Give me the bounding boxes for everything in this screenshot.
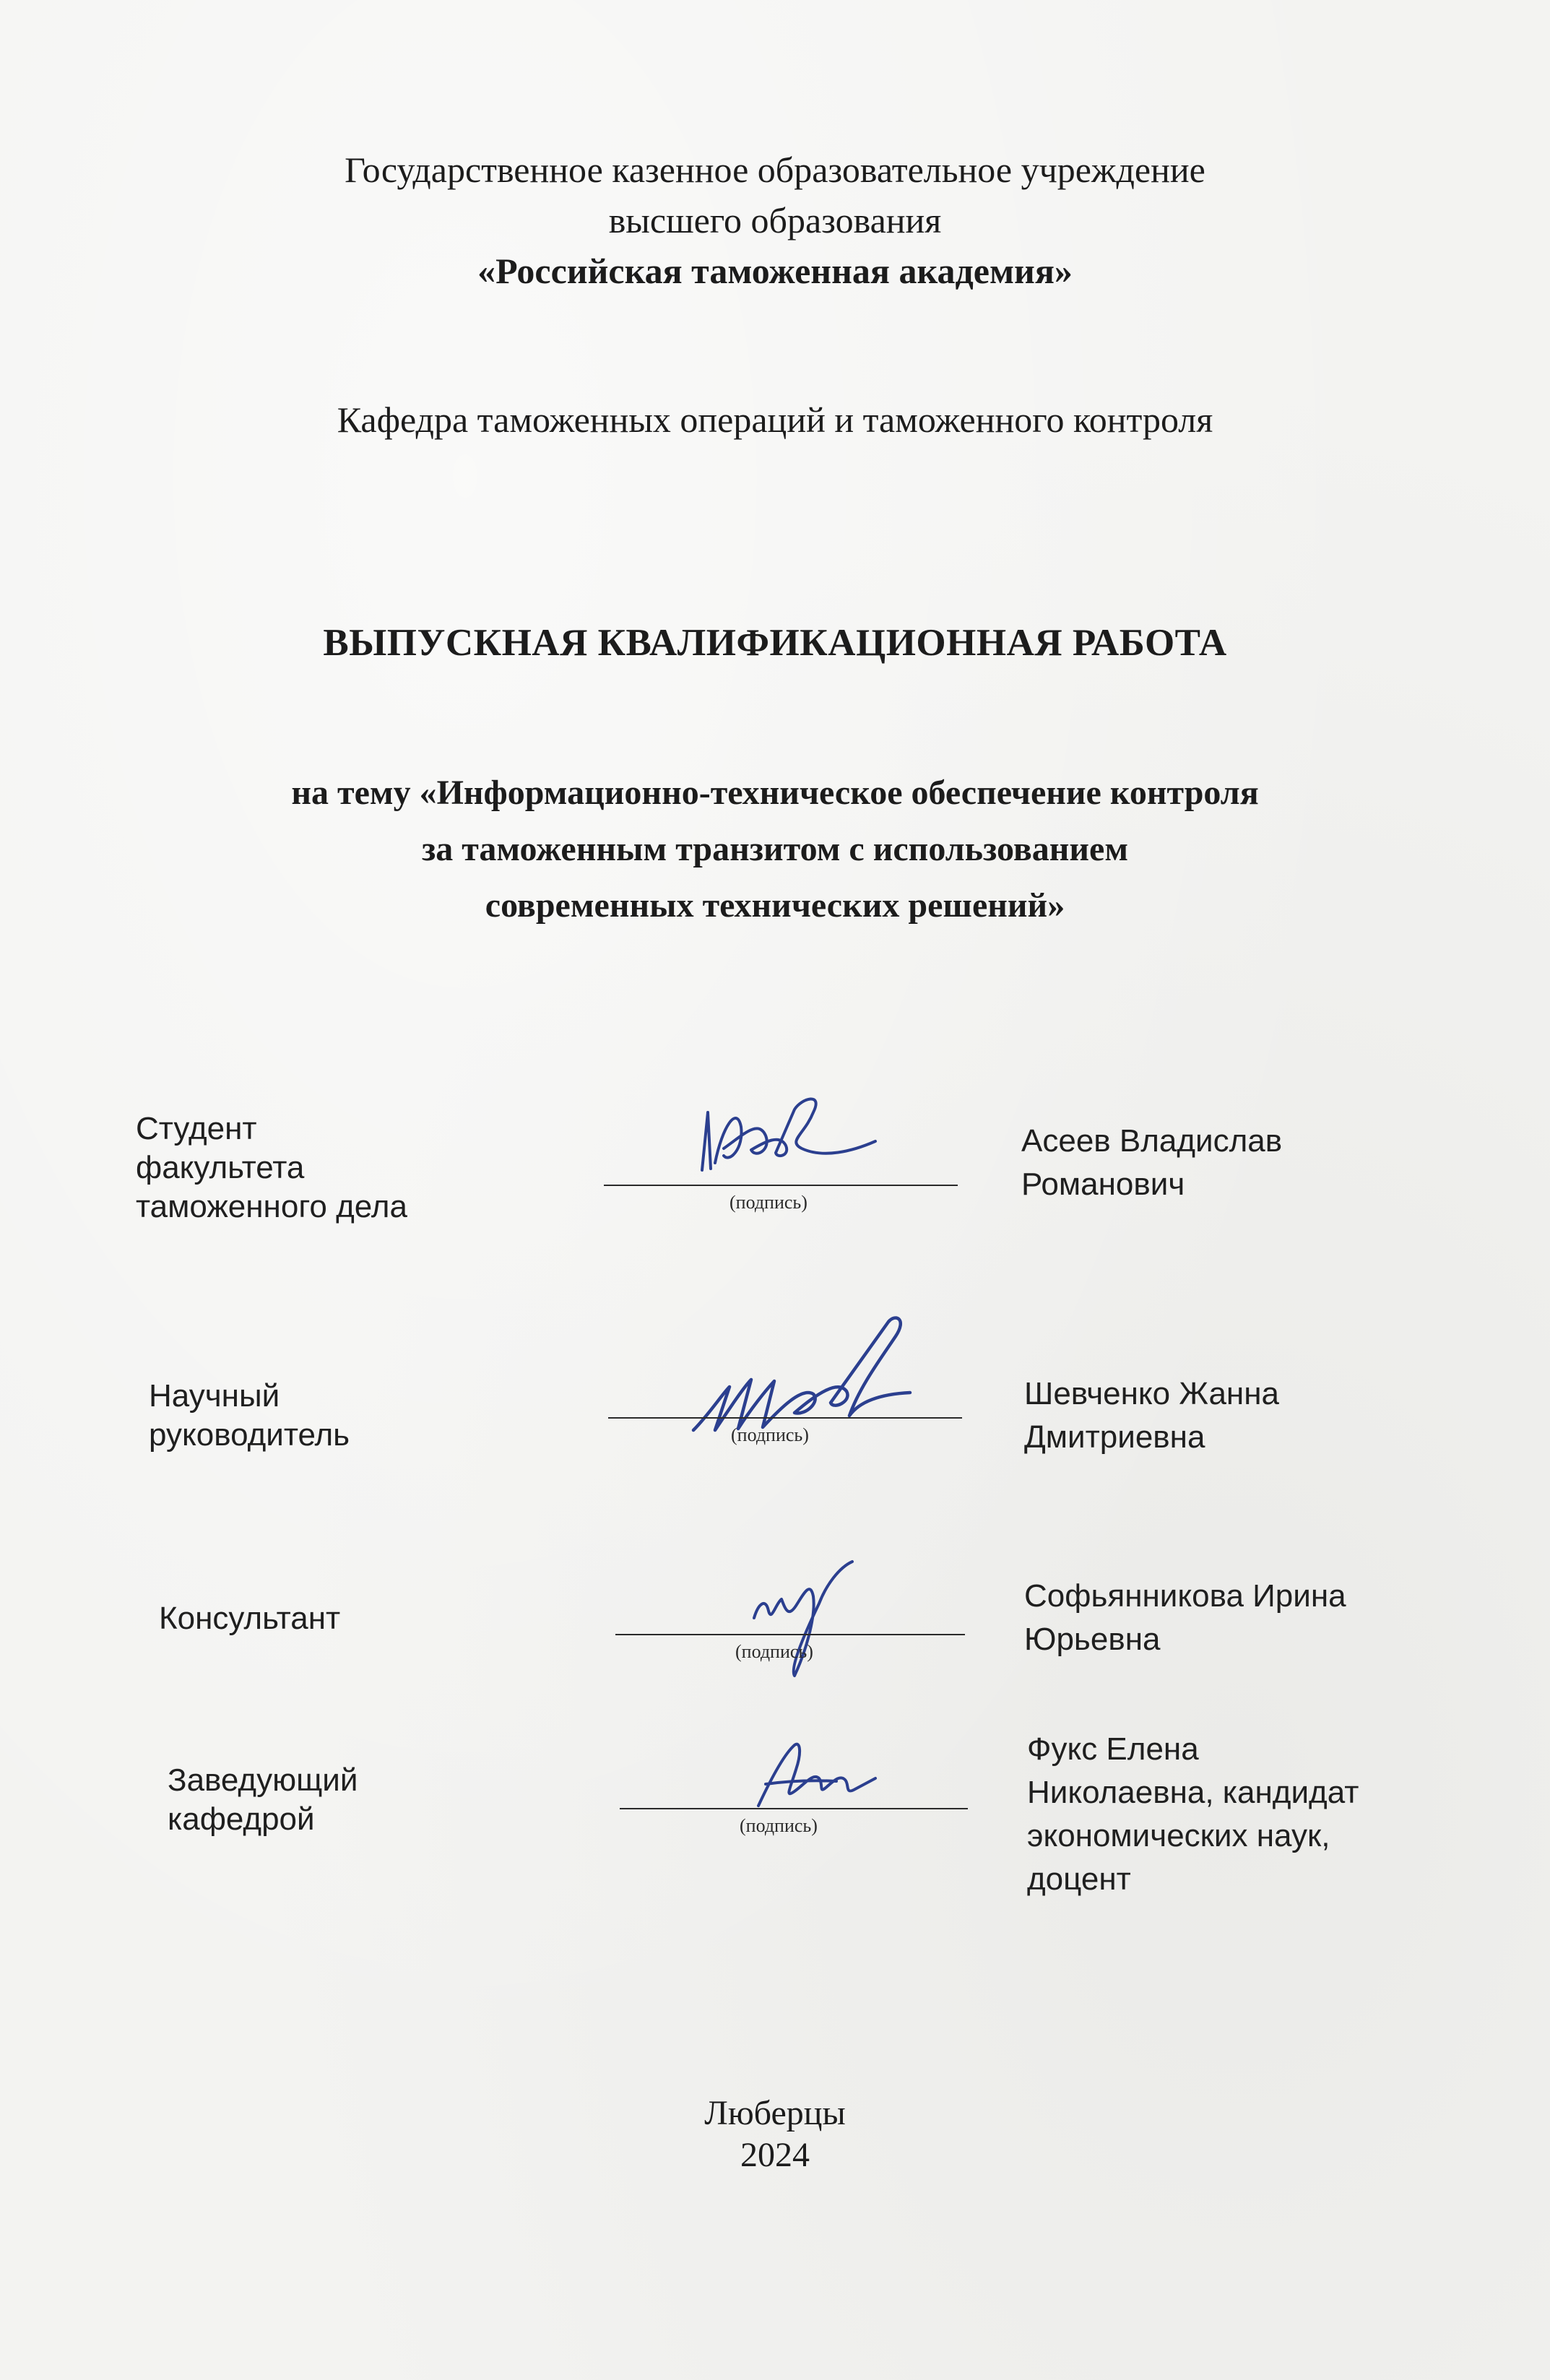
- name-line: Асеев Владислав: [1021, 1123, 1283, 1159]
- role-line: Студент: [136, 1111, 257, 1146]
- head-signature-line: [620, 1808, 968, 1809]
- consultant-signature-caption: (подпись): [735, 1641, 813, 1662]
- name-line: экономических наук,: [1027, 1818, 1330, 1853]
- role-line: таможенного дела: [136, 1189, 407, 1224]
- name-line: Фукс Елена: [1027, 1731, 1199, 1767]
- student-signature-caption: (подпись): [729, 1192, 808, 1213]
- name-line: Дмитриевна: [1024, 1419, 1205, 1455]
- supervisor-signature-line: [608, 1417, 962, 1419]
- signatory-name-head: [1027, 1728, 1359, 1901]
- name-line: Романович: [1021, 1167, 1185, 1202]
- head-signature-caption: (подпись): [740, 1815, 818, 1836]
- signatory-name-consultant: [1024, 1575, 1346, 1661]
- role-line: кафедрой: [168, 1801, 315, 1837]
- footer-year: 2024: [740, 2136, 810, 2174]
- role-line: факультета: [136, 1150, 305, 1185]
- role-line: Консультант: [159, 1601, 341, 1636]
- signatory-role-student: [136, 1109, 407, 1226]
- footer-city: Люберцы: [704, 2094, 846, 2132]
- topic-line-3: современных технических решений»: [485, 886, 1065, 925]
- student-signature-line: [604, 1185, 958, 1186]
- consultant-signature-line: [615, 1634, 965, 1635]
- signatory-role-head: [168, 1761, 358, 1839]
- topic-line-2: за таможенным транзитом с использованием: [421, 830, 1129, 868]
- signatory-name-student: [1021, 1120, 1282, 1206]
- name-line: Николаевна, кандидат: [1027, 1775, 1359, 1810]
- consultant-signature: [744, 1553, 867, 1683]
- name-line: Юрьевна: [1024, 1622, 1161, 1657]
- student-signature: [686, 1083, 888, 1185]
- head-signature: [744, 1734, 881, 1813]
- topic-line-1: на тему «Информационно-техническое обеспечение контроля: [291, 774, 1259, 812]
- signatory-role-supervisor: [149, 1377, 350, 1455]
- signatory-role-consultant: [159, 1599, 340, 1638]
- institution-name: «Российская таможенная академия»: [477, 251, 1073, 291]
- name-line: Шевченко Жанна: [1024, 1376, 1279, 1411]
- institution-line-2: высшего образования: [608, 200, 942, 241]
- signatory-name-supervisor: [1024, 1372, 1279, 1459]
- name-line: Софьянникова Ирина: [1024, 1578, 1346, 1614]
- role-line: Заведующий: [168, 1762, 358, 1798]
- role-line: Научный: [149, 1378, 280, 1414]
- role-line: руководитель: [149, 1417, 350, 1453]
- department-name: Кафедра таможенных операций и таможенного контроля: [337, 399, 1213, 440]
- name-line: доцент: [1027, 1861, 1131, 1897]
- supervisor-signature-caption: (подпись): [731, 1424, 809, 1445]
- institution-line-1: Государственное казенное образовательное учреждение: [345, 150, 1205, 190]
- document-title: ВЫПУСКНАЯ КВАЛИФИКАЦИОННАЯ РАБОТА: [323, 622, 1227, 664]
